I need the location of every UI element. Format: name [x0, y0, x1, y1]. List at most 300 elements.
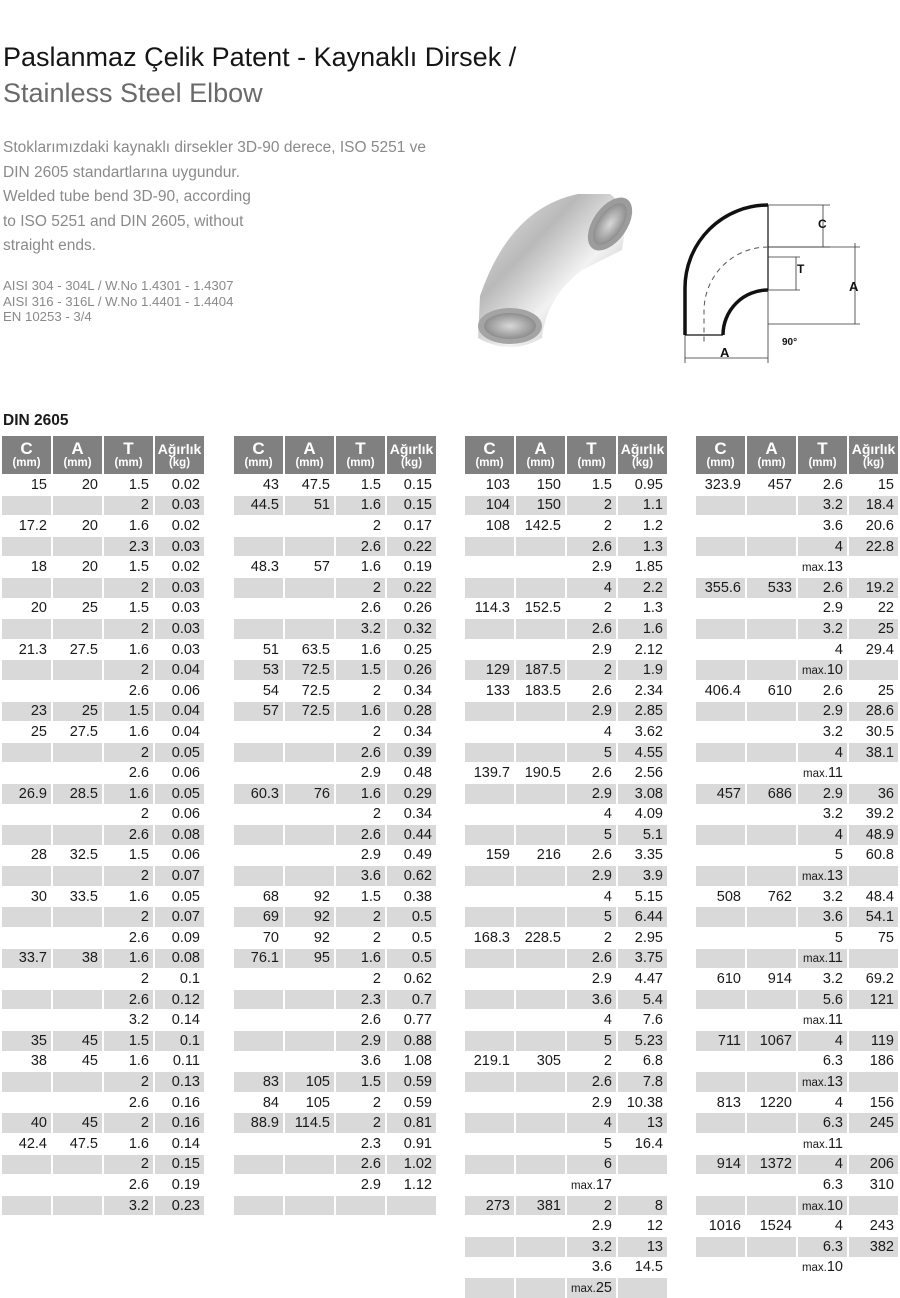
table-cell: [696, 824, 745, 845]
table-cell: 711: [696, 1030, 745, 1051]
table-cell: 1.6: [336, 948, 385, 969]
table-cell: 21.3: [2, 639, 51, 660]
table-cell: 5: [567, 906, 616, 927]
table-cell: 0.19: [387, 556, 436, 577]
table-row: [234, 1092, 436, 1113]
table-cell: 1.6: [336, 639, 385, 660]
table-cell: 88.9: [234, 1112, 283, 1133]
table-cell: [285, 1051, 334, 1072]
table-row: [465, 536, 667, 557]
intro-line: DIN 2605 standartlarına uygundur.: [3, 163, 240, 181]
table-cell: [465, 556, 514, 577]
table-cell: 2.9: [567, 639, 616, 660]
table-cell: [516, 639, 565, 660]
table-row: [234, 1071, 436, 1092]
table-cell: [234, 1009, 283, 1030]
table-cell: 0.05: [155, 886, 204, 907]
table-cell: 48.3: [234, 556, 283, 577]
table-cell: 51: [234, 639, 283, 660]
column-header-name: Ağırlık: [851, 440, 896, 457]
table-cell: [747, 1174, 796, 1195]
table-cell: 35: [2, 1030, 51, 1051]
table-row: [234, 1051, 436, 1072]
table-cell: 69.2: [849, 968, 898, 989]
table-cell: 3.6: [336, 865, 385, 886]
table-cell: 2: [336, 906, 385, 927]
column-header: [747, 436, 796, 474]
table-row: [465, 927, 667, 948]
table-cell: 0.02: [155, 515, 204, 536]
column-header-unit: (mm): [475, 456, 504, 469]
table-cell: 2.9: [336, 1030, 385, 1051]
table-cell: [285, 618, 334, 639]
table-cell: [747, 948, 796, 969]
table-row: [234, 1195, 436, 1216]
table-cell: 2.85: [618, 701, 667, 722]
table-cell: 0.03: [155, 618, 204, 639]
column-header-unit: (mm): [244, 456, 273, 469]
table-row: [696, 1071, 898, 1092]
table-cell: 0.05: [155, 783, 204, 804]
table-cell: 105: [285, 1092, 334, 1113]
table-cell: 57: [285, 556, 334, 577]
table-row: [234, 1174, 436, 1195]
table-cell: 914: [696, 1154, 745, 1175]
table-cell: 0.11: [155, 1051, 204, 1072]
table-cell: [285, 721, 334, 742]
table-cell: 1.5: [104, 474, 153, 495]
table-cell: 2.9: [336, 1174, 385, 1195]
table-cell: 0.06: [155, 762, 204, 783]
table-cell: [465, 1133, 514, 1154]
table-cell: 0.12: [155, 989, 204, 1010]
table-cell: [465, 577, 514, 598]
table-cell: 28.6: [849, 701, 898, 722]
table-cell: 20: [53, 515, 102, 536]
table-cell: [747, 618, 796, 639]
table-cell: 183.5: [516, 680, 565, 701]
label-angle: 90°: [782, 337, 798, 348]
table-cell: 0.38: [387, 886, 436, 907]
table-cell: 2: [104, 659, 153, 680]
table-cell: [516, 865, 565, 886]
table-cell: 13: [618, 1236, 667, 1257]
table-cell: [747, 556, 796, 577]
table-cell: 406.4: [696, 680, 745, 701]
table-row: [2, 783, 204, 804]
table-cell: 2: [336, 804, 385, 825]
table-cell: 13: [618, 1112, 667, 1133]
table-cell: 25: [53, 598, 102, 619]
table-cell: [696, 804, 745, 825]
table-cell: 25: [849, 618, 898, 639]
table-cell: 152.5: [516, 598, 565, 619]
table-cell: [234, 1133, 283, 1154]
table-cell: 1220: [747, 1092, 796, 1113]
table-row: [234, 804, 436, 825]
table-row: [696, 886, 898, 907]
table-cell: [747, 742, 796, 763]
table-row: [696, 989, 898, 1010]
table-cell: [516, 1092, 565, 1113]
table-cell: 38: [2, 1051, 51, 1072]
table-cell: 2.6: [336, 1009, 385, 1030]
table-cell: 3.35: [618, 845, 667, 866]
table-cell: [849, 1071, 898, 1092]
table-cell: 2: [104, 906, 153, 927]
table-row: [465, 618, 667, 639]
table-row: [465, 845, 667, 866]
column-header-name: A: [765, 438, 778, 458]
table-cell: 121: [849, 989, 898, 1010]
table-cell: 2.34: [618, 680, 667, 701]
table-row: [234, 1030, 436, 1051]
table-cell: 159: [465, 845, 514, 866]
table-cell: [516, 1257, 565, 1278]
table-cell: 1.6: [104, 1133, 153, 1154]
table-cell: 54.1: [849, 906, 898, 927]
table-row: [234, 927, 436, 948]
table-cell: [2, 989, 51, 1010]
table-cell: [2, 1195, 51, 1216]
table-cell: 0.02: [155, 556, 204, 577]
table-row: [2, 618, 204, 639]
table-cell: [234, 1174, 283, 1195]
table-cell: [516, 742, 565, 763]
table-row: [696, 1215, 898, 1236]
table-cell: 2.9: [798, 701, 847, 722]
table-row: [696, 515, 898, 536]
table-cell: 156: [849, 1092, 898, 1113]
table-cell: 5.23: [618, 1030, 667, 1051]
table-cell: 3.2: [567, 1236, 616, 1257]
table-cell: [2, 824, 51, 845]
table-cell: 2.9: [567, 783, 616, 804]
table-cell: max.11: [798, 1133, 847, 1154]
table-cell: 0.06: [155, 804, 204, 825]
table-cell: 6.3: [798, 1174, 847, 1195]
table-cell: 2: [336, 577, 385, 598]
table-cell: 20.6: [849, 515, 898, 536]
table-cell: 2.6: [567, 845, 616, 866]
table-cell: 0.1: [155, 968, 204, 989]
table-cell: [2, 536, 51, 557]
table-cell: 54: [234, 680, 283, 701]
table-cell: 19.2: [849, 577, 898, 598]
table-row: [2, 1154, 204, 1175]
table-cell: [53, 927, 102, 948]
table-cell: [465, 701, 514, 722]
table-cell: [285, 1030, 334, 1051]
table-cell: 2: [104, 1154, 153, 1175]
column-header: [2, 436, 51, 474]
table-cell: 2: [567, 927, 616, 948]
table-row: [465, 556, 667, 577]
table-row: [696, 680, 898, 701]
label-a-right: A: [849, 279, 859, 294]
table-cell: 83: [234, 1071, 283, 1092]
table-cell: 2: [336, 680, 385, 701]
table-cell: 3.2: [798, 886, 847, 907]
table-row: [2, 1009, 204, 1030]
table-row: [696, 1133, 898, 1154]
table-cell: 0.04: [155, 701, 204, 722]
section-label: DIN 2605: [3, 412, 69, 429]
table-cell: 6.3: [798, 1051, 847, 1072]
table-cell: 2: [104, 1112, 153, 1133]
table-cell: 3.2: [798, 804, 847, 825]
table-cell: 2.56: [618, 762, 667, 783]
table-cell: 1.6: [618, 618, 667, 639]
table-cell: 533: [747, 577, 796, 598]
table-cell: 2.6: [336, 598, 385, 619]
table-cell: [387, 1195, 436, 1216]
column-header-unit: (mm): [346, 456, 375, 469]
table-cell: 243: [849, 1215, 898, 1236]
table-cell: [285, 598, 334, 619]
table-cell: [53, 577, 102, 598]
table-cell: [696, 1112, 745, 1133]
table-cell: 103: [465, 474, 514, 495]
column-header: [285, 436, 334, 474]
table-cell: 0.26: [387, 659, 436, 680]
table-cell: 48.4: [849, 886, 898, 907]
table-cell: 762: [747, 886, 796, 907]
table-cell: 33.5: [53, 886, 102, 907]
table-cell: [53, 680, 102, 701]
table-cell: 40: [2, 1112, 51, 1133]
table-cell: 2.9: [567, 1092, 616, 1113]
table-cell: 2.9: [567, 968, 616, 989]
table-row: [2, 556, 204, 577]
column-header: [696, 436, 745, 474]
table-cell: 1.6: [336, 495, 385, 516]
table-cell: [516, 721, 565, 742]
table-cell: 355.6: [696, 577, 745, 598]
table-cell: 60.8: [849, 845, 898, 866]
intro-line: to ISO 5251 and DIN 2605, without: [3, 212, 244, 230]
label-c: C: [818, 217, 827, 231]
table-cell: 72.5: [285, 680, 334, 701]
column-header-unit: (mm): [808, 456, 837, 469]
table-cell: 1.6: [104, 783, 153, 804]
table-cell: 72.5: [285, 659, 334, 680]
table-cell: 0.91: [387, 1133, 436, 1154]
table-cell: 3.6: [567, 1257, 616, 1278]
table-cell: 2: [567, 1051, 616, 1072]
table-row: [465, 1236, 667, 1257]
column-header-unit: (kg): [631, 456, 654, 469]
table-cell: [53, 1092, 102, 1113]
table-cell: [336, 1195, 385, 1216]
table-cell: [747, 1257, 796, 1278]
table-cell: [465, 865, 514, 886]
table-cell: [516, 1236, 565, 1257]
table-row: [2, 1112, 204, 1133]
table-cell: 2: [336, 1112, 385, 1133]
table-cell: 0.59: [387, 1092, 436, 1113]
table-row: [2, 495, 204, 516]
table-cell: [747, 824, 796, 845]
table-cell: [747, 1236, 796, 1257]
table-cell: 0.14: [155, 1009, 204, 1030]
table-cell: [516, 1154, 565, 1175]
table-cell: 57: [234, 701, 283, 722]
table-cell: [747, 659, 796, 680]
table-cell: [2, 927, 51, 948]
table-cell: 6.3: [798, 1236, 847, 1257]
dimension-table: [694, 436, 900, 1277]
table-cell: [285, 536, 334, 557]
table-cell: [696, 762, 745, 783]
table-cell: 108: [465, 515, 514, 536]
table-cell: 2.6: [567, 680, 616, 701]
table-cell: 2.6: [567, 536, 616, 557]
table-cell: 2: [336, 968, 385, 989]
column-header: [798, 436, 847, 474]
table-cell: max.17: [567, 1174, 616, 1195]
table-cell: [2, 968, 51, 989]
table-row: [234, 618, 436, 639]
table-cell: 5: [567, 1030, 616, 1051]
table-cell: [53, 865, 102, 886]
table-cell: 114.5: [285, 1112, 334, 1133]
table-cell: [465, 721, 514, 742]
table-cell: 10.38: [618, 1092, 667, 1113]
column-header-name: T: [123, 438, 134, 458]
table-cell: [234, 762, 283, 783]
table-row: [234, 515, 436, 536]
table-cell: 4.47: [618, 968, 667, 989]
column-header: [567, 436, 616, 474]
table-cell: [53, 1174, 102, 1195]
table-cell: 5.6: [798, 989, 847, 1010]
table-row: [696, 1236, 898, 1257]
table-cell: [285, 742, 334, 763]
table-cell: [2, 1009, 51, 1030]
table-cell: 610: [696, 968, 745, 989]
table-cell: [2, 804, 51, 825]
column-header-unit: (mm): [526, 456, 555, 469]
table-cell: 2.9: [567, 701, 616, 722]
table-cell: [2, 618, 51, 639]
table-cell: [465, 968, 514, 989]
table-row: [696, 474, 898, 495]
table-cell: [2, 742, 51, 763]
table-cell: 2.6: [567, 1071, 616, 1092]
table-cell: 2.9: [798, 783, 847, 804]
table-row: [234, 783, 436, 804]
column-header-name: C: [252, 438, 265, 458]
table-cell: 114.3: [465, 598, 514, 619]
column-header-name: C: [714, 438, 727, 458]
column-header: [104, 436, 153, 474]
table-cell: 53: [234, 659, 283, 680]
table-cell: [234, 989, 283, 1010]
table-row: [2, 1092, 204, 1113]
table-cell: [2, 762, 51, 783]
table-cell: 2: [336, 721, 385, 742]
table-row: [465, 1174, 667, 1195]
table-cell: [2, 1071, 51, 1092]
table-cell: [516, 1215, 565, 1236]
table-cell: 382: [849, 1236, 898, 1257]
table-cell: 0.5: [387, 906, 436, 927]
table-cell: 22: [849, 598, 898, 619]
table-cell: 0.22: [387, 536, 436, 557]
table-cell: 44.5: [234, 495, 283, 516]
table-cell: [53, 968, 102, 989]
table-cell: 0.04: [155, 721, 204, 742]
table-row: [696, 598, 898, 619]
table-cell: 30.5: [849, 721, 898, 742]
table-cell: 4: [798, 1215, 847, 1236]
column-header-unit: (kg): [168, 456, 191, 469]
table-row: [465, 1215, 667, 1236]
table-cell: [516, 989, 565, 1010]
table-cell: [285, 762, 334, 783]
table-cell: [849, 659, 898, 680]
table-cell: 0.08: [155, 948, 204, 969]
table-cell: 5: [798, 927, 847, 948]
table-cell: [53, 762, 102, 783]
table-cell: [53, 1071, 102, 1092]
table-cell: 0.16: [155, 1112, 204, 1133]
table-cell: 206: [849, 1154, 898, 1175]
table-cell: [747, 1051, 796, 1072]
table-cell: [747, 1133, 796, 1154]
table-cell: 18.4: [849, 495, 898, 516]
table-cell: 1.02: [387, 1154, 436, 1175]
table-row: [234, 886, 436, 907]
table-row: [696, 1112, 898, 1133]
table-cell: 20: [53, 474, 102, 495]
table-cell: 0.49: [387, 845, 436, 866]
table-cell: 3.2: [336, 618, 385, 639]
table-cell: [849, 762, 898, 783]
table-row: [2, 906, 204, 927]
table-cell: 4: [567, 1112, 616, 1133]
table-row: [465, 762, 667, 783]
table-cell: 7.6: [618, 1009, 667, 1030]
table-cell: [234, 618, 283, 639]
table-cell: 4: [798, 1092, 847, 1113]
table-cell: 76: [285, 783, 334, 804]
table-cell: 60.3: [234, 783, 283, 804]
table-cell: [2, 1174, 51, 1195]
table-cell: [465, 886, 514, 907]
table-cell: 0.15: [155, 1154, 204, 1175]
table-row: [2, 598, 204, 619]
table-cell: 4: [567, 886, 616, 907]
table-cell: [696, 701, 745, 722]
table-cell: 4.55: [618, 742, 667, 763]
label-a-bottom: A: [720, 345, 730, 360]
table-row: [465, 948, 667, 969]
table-cell: 0.03: [155, 577, 204, 598]
table-row: [465, 906, 667, 927]
table-cell: 7.8: [618, 1071, 667, 1092]
table-cell: [234, 598, 283, 619]
table-cell: [696, 1133, 745, 1154]
table-cell: 3.2: [798, 495, 847, 516]
table-cell: max.13: [798, 556, 847, 577]
column-header-name: A: [303, 438, 316, 458]
table-cell: 0.29: [387, 783, 436, 804]
table-cell: 1.5: [104, 556, 153, 577]
column-header-unit: (kg): [400, 456, 423, 469]
table-cell: 0.08: [155, 824, 204, 845]
